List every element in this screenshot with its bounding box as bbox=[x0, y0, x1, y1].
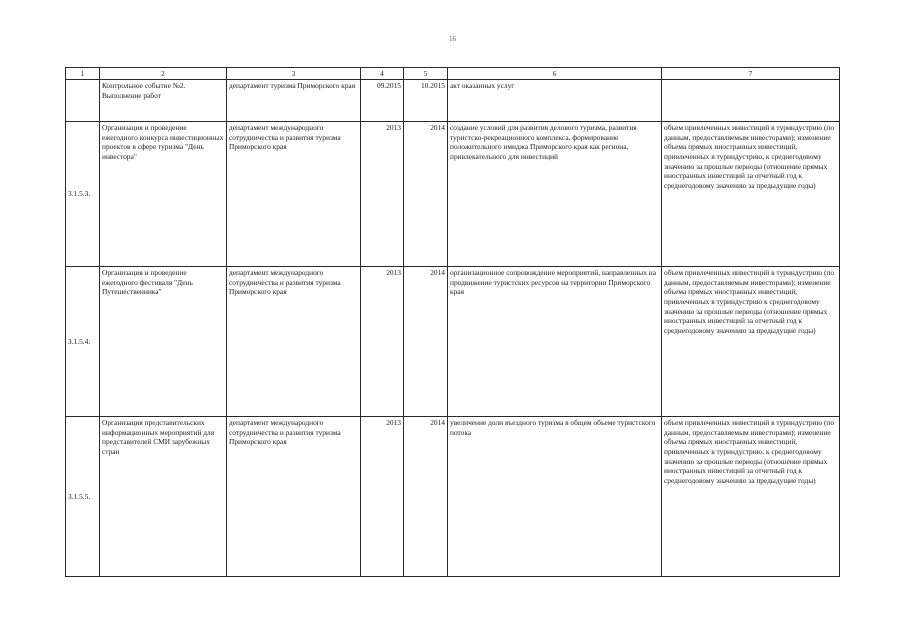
header-cell: 4 bbox=[361, 68, 404, 80]
header-cell: 1 bbox=[66, 68, 100, 80]
event-name-cell: Организация представительских информационных мероприятий для представителей СМИ зарубежных стран bbox=[100, 417, 227, 577]
table-row bbox=[66, 122, 840, 267]
indicator-cell: объем привлеченных инвестиций в туриндустрию (по данным, предоставляемым инвесторами); изменение объема прямых иностранных инвестиций, привлеченных в туриндустрию, к среднегодовому значению за прошлые периоды (отношение прямых иностранных инвестиций за отчетный год к среднегодовому значению за предыдущие годы) bbox=[662, 417, 840, 577]
end-year-cell: 2014 bbox=[404, 417, 448, 577]
executor-cell: департамент международного сотрудничества и развития туризма Приморского края bbox=[227, 122, 361, 267]
executor-cell: департамент международного сотрудничества и развития туризма Приморского края bbox=[227, 267, 361, 417]
start-year-cell: 2013 bbox=[361, 417, 404, 577]
header-row bbox=[66, 68, 840, 80]
event-name-cell: Организация и проведение ежегодного фестиваля "День Путешественника" bbox=[100, 267, 227, 417]
executor-cell: департамент туризма Приморского края bbox=[227, 80, 361, 122]
start-date-cell: 09.2015 bbox=[361, 80, 404, 122]
result-cell: организационное сопровождение мероприятий, направленных на продвижение туристских ресурсов на территории Приморского края bbox=[448, 267, 662, 417]
event-name-cell: Организация и проведение ежегодного конкурса инвестиционных проектов в сфере туризма "День инвестора" bbox=[100, 122, 227, 267]
result-cell: акт оказанных услуг bbox=[448, 80, 662, 122]
table-row bbox=[66, 267, 840, 417]
row-number-cell: 3.1.5.5. bbox=[66, 417, 100, 577]
header-cell: 6 bbox=[448, 68, 662, 80]
result-cell: создание условий для развития делового туризма, развития туристско-рекреационного комплекса, формирование положительного имиджа Приморского края как региона, привлекательного для инвестиций bbox=[448, 122, 662, 267]
indicator-cell bbox=[662, 80, 840, 122]
header-cell: 5 bbox=[404, 68, 448, 80]
indicator-cell: объем привлеченных инвестиций в туриндустрию (по данным, предоставляемым инвесторами); изменение объема прямых иностранных инвестиций, привлеченных в туриндустрию, к среднегодовому значению за прошлые периоды (отношение прямых иностранных инвестиций за отчетный год к среднегодовому значению за предыдущие годы) bbox=[662, 122, 840, 267]
header-cell: 7 bbox=[662, 68, 840, 80]
executor-cell: департамент международного сотрудничества и развития туризма Приморского края bbox=[227, 417, 361, 577]
row-number-cell: 3.1.5.3. bbox=[66, 122, 100, 267]
start-year-cell: 2013 bbox=[361, 122, 404, 267]
page-number: 16 bbox=[449, 35, 456, 43]
start-year-cell: 2013 bbox=[361, 267, 404, 417]
row-number-cell: 3.1.5.4. bbox=[66, 267, 100, 417]
row-number-cell bbox=[66, 80, 100, 122]
end-year-cell: 2014 bbox=[404, 122, 448, 267]
event-name-cell: Контрольное событие №2. Выполнение работ bbox=[100, 80, 227, 122]
header-cell: 2 bbox=[100, 68, 227, 80]
header-cell: 3 bbox=[227, 68, 361, 80]
control-event-row bbox=[66, 80, 840, 122]
result-cell: увеличение доли въездного туризма в общем объеме туристского потока bbox=[448, 417, 662, 577]
end-date-cell: 10.2015 bbox=[404, 80, 448, 122]
table-row bbox=[66, 417, 840, 577]
end-year-cell: 2014 bbox=[404, 267, 448, 417]
plan-table bbox=[65, 67, 840, 577]
indicator-cell: объем привлеченных инвестиций в туриндустрию (по данным, предоставляемым инвесторами); изменение объема прямых иностранных инвестиций, привлеченных в туриндустрию к среднегодовому значению за прошлые периоды (отношение прямых иностранных инвестиций за отчетный год к среднегодовому значению за предыдущие годы) bbox=[662, 267, 840, 417]
